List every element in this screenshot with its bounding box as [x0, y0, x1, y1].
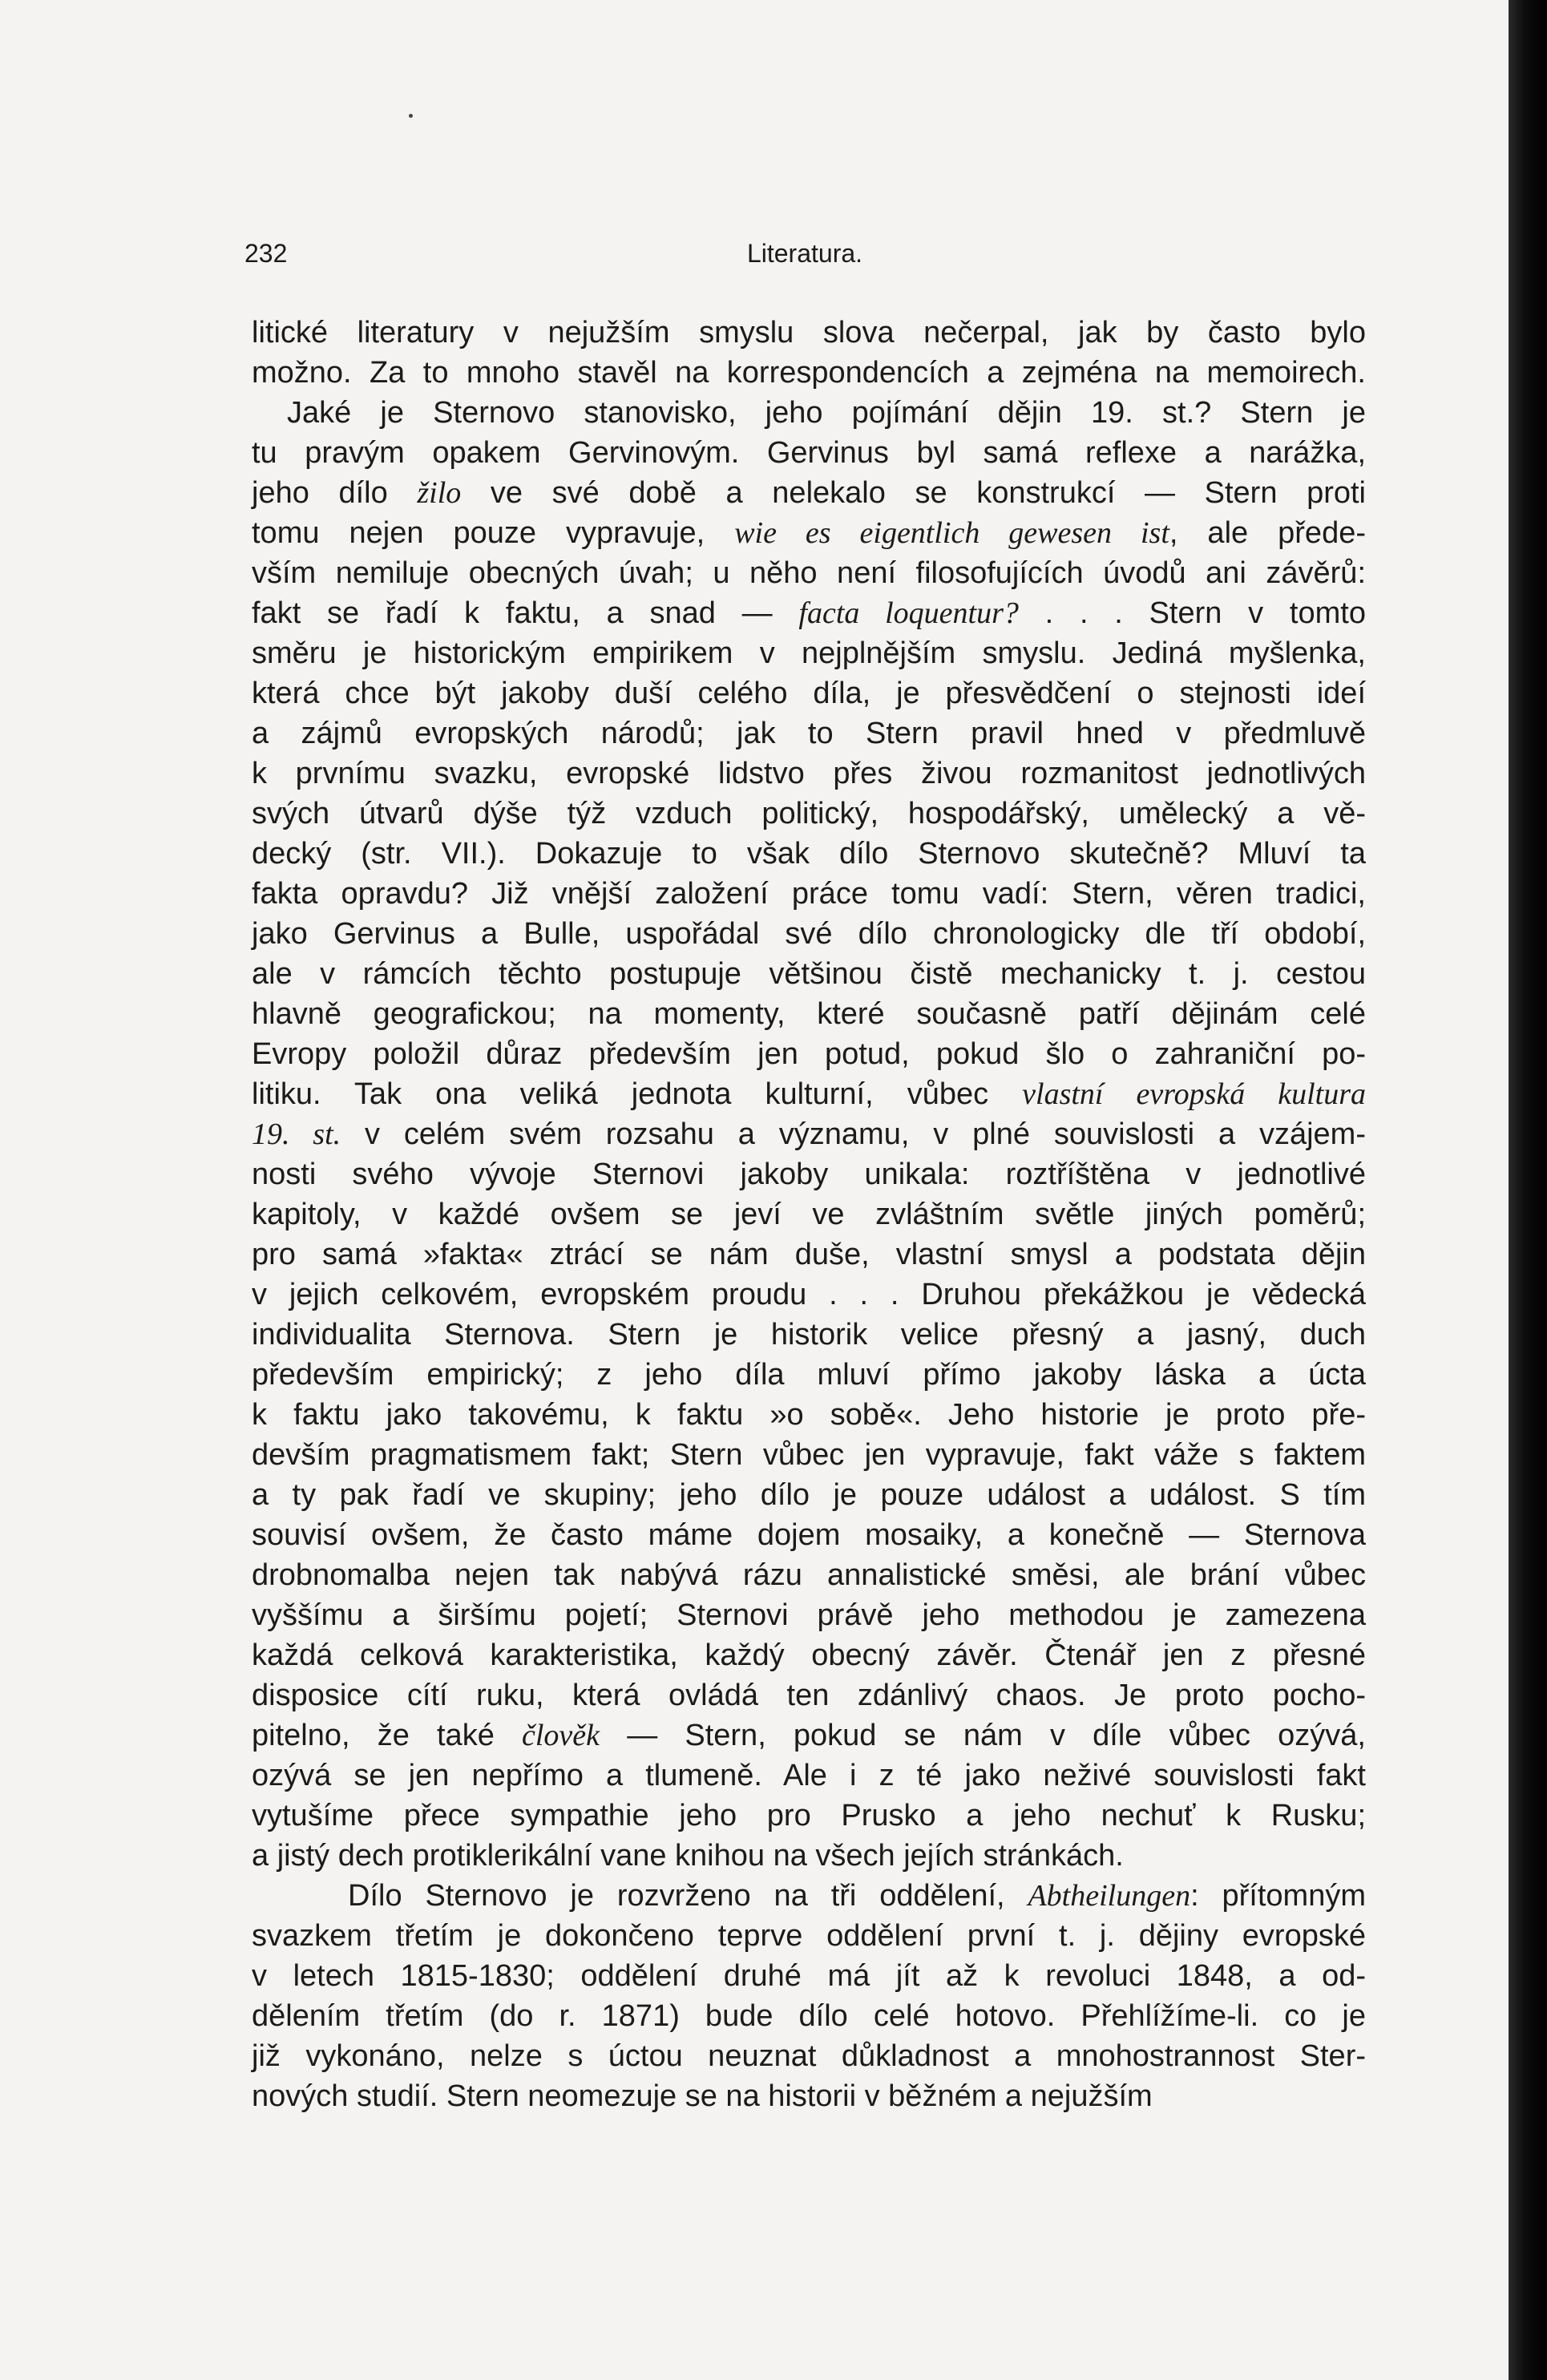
line-text: dělením třetím (do r. 1871) bude dílo celé hotovo. Přehlížíme-li. co je	[252, 1999, 1366, 2033]
line-text: fakta opravdu? Již vnější založení práce tomu vadí: Stern, věren tradici,	[252, 877, 1366, 911]
paragraph-1	[252, 313, 1366, 1876]
text-line	[252, 713, 1366, 754]
line-text: jako Gervinus a Bulle, uspořádal své dílo chronologicky dle tří období,	[252, 917, 1366, 951]
line-text: — Stern, pokud se nám v díle vůbec ozývá,	[600, 1719, 1366, 1752]
line-text: individualita Sternova. Stern je historik velice přesný a jasný, duch	[252, 1318, 1366, 1352]
line-text: možno. Za to mnoho stavěl na korrespondencích a zejména na memoirech.	[252, 356, 1366, 390]
text-line	[252, 1475, 1366, 1515]
text-line	[252, 553, 1366, 593]
line-text: tomu nejen pouze vypravuje,	[252, 516, 735, 550]
line-text: nových studií. Stern neomezuje se na historii v běžném a nejužším	[252, 2079, 1153, 2113]
text-line	[252, 994, 1366, 1034]
text-line	[252, 1355, 1366, 1395]
emphasized-text: 19. st.	[252, 1117, 341, 1151]
line-text: již vykonáno, nelze s úctou neuznat důkladnost a mnohostrannost Ster-	[252, 2039, 1366, 2073]
text-line	[252, 1595, 1366, 1635]
page-header	[244, 239, 1365, 287]
line-text: směru je historickým empirikem v nejplnějším smyslu. Jediná myšlenka,	[252, 636, 1366, 670]
text-line	[252, 1796, 1366, 1836]
emphasized-text: žilo	[417, 476, 462, 510]
text-line	[252, 513, 1366, 553]
line-text: a zájmů evropských národů; jak to Stern pravil hned v předmluvě	[252, 717, 1366, 750]
text-line	[252, 1515, 1366, 1555]
line-text: svých útvarů dýše týž vzduch politický, hospodářský, umělecký a vě-	[252, 797, 1366, 830]
text-line	[252, 1635, 1366, 1675]
text-line	[252, 433, 1366, 473]
text-line	[252, 1675, 1366, 1715]
line-text: disposice cítí ruku, která ovládá ten zdánlivý chaos. Je proto pocho-	[252, 1679, 1366, 1712]
text-line	[252, 1756, 1366, 1796]
line-text: decký (str. VII.). Dokazuje to však dílo Sternovo skutečně? Mluví ta	[252, 837, 1366, 871]
line-text: kapitoly, v každé ovšem se jeví ve zvláštním světle jiných poměrů;	[252, 1198, 1366, 1231]
text-line	[252, 834, 1366, 874]
line-text: k faktu jako takovému, k faktu »o sobě«. Jeho historie je proto pře-	[252, 1398, 1366, 1432]
emphasized-text: wie es eigentlich gewesen ist	[734, 516, 1169, 550]
emphasized-text: člověk	[522, 1719, 600, 1752]
text-line	[252, 393, 1366, 433]
line-text: litiku. Tak ona veliká jednota kulturní, vůbec	[252, 1077, 1023, 1111]
line-text: vytušíme přece sympathie jeho pro Prusko a jeho nechuť k Rusku;	[252, 1799, 1366, 1832]
text-line	[252, 954, 1366, 994]
line-text: fakt se řadí k faktu, a snad —	[252, 596, 799, 630]
text-line	[252, 633, 1366, 673]
text-line	[252, 673, 1366, 713]
line-text: a jistý dech protiklerikální vane knihou na všech jejích stránkách.	[252, 1839, 1124, 1873]
text-line	[252, 1916, 1366, 1956]
text-line	[252, 473, 1366, 513]
line-text: pitelno, že také	[252, 1719, 522, 1752]
text-line	[252, 353, 1366, 393]
text-line	[252, 1154, 1366, 1194]
text-line	[252, 1034, 1366, 1074]
line-text: hlavně geografickou; na momenty, které současně patří dějinám celé	[252, 997, 1366, 1031]
text-line	[252, 874, 1366, 914]
line-text: ozývá se jen nepřímo a tlumeně. Ale i z té jako neživé souvislosti fakt	[252, 1759, 1366, 1792]
scan-edge-shadow	[1509, 0, 1547, 2380]
emphasized-text: facta loquentur?	[798, 596, 1019, 630]
text-line	[252, 914, 1366, 954]
line-text: tu pravým opakem Gervinovým. Gervinus byl samá reflexe a narážka,	[252, 436, 1366, 470]
line-text: a ty pak řadí ve skupiny; jeho dílo je pouze událost a událost. S tím	[252, 1478, 1366, 1512]
text-line	[252, 1315, 1366, 1355]
text-line	[252, 593, 1366, 633]
line-text: Dílo Sternovo je rozvrženo na tři oddělení,	[348, 1879, 1028, 1913]
line-text: která chce být jakoby duší celého díla, je přesvědčení o stejnosti ideí	[252, 677, 1366, 710]
line-text: především empirický; z jeho díla mluví přímo jakoby láska a úcta	[252, 1358, 1366, 1392]
running-title: Literatura.	[746, 239, 863, 268]
line-text: : přítomným	[1190, 1879, 1366, 1913]
line-text: devším pragmatismem fakt; Stern vůbec jen vypravuje, fakt váže s faktem	[252, 1438, 1366, 1472]
line-text: ve své době a nelekalo se konstrukcí — Stern proti	[461, 476, 1366, 510]
text-line	[252, 1275, 1366, 1315]
line-text: každá celková karakteristika, každý obecný závěr. Čtenář jen z přesné	[252, 1639, 1366, 1672]
line-text: souvisí ovšem, že často máme dojem mosaiky, a konečně — Sternova	[252, 1518, 1366, 1552]
text-line	[252, 1435, 1366, 1475]
text-line	[252, 1956, 1366, 1996]
paragraph-2	[252, 1876, 1366, 2116]
body-text	[252, 313, 1366, 2116]
text-line	[252, 2076, 1366, 2116]
text-line	[252, 1194, 1366, 1234]
text-line	[252, 1234, 1366, 1275]
line-text: v letech 1815-1830; oddělení druhé má jít až k revoluci 1848, a od-	[252, 1959, 1366, 1993]
emphasized-text: Abtheilungen	[1028, 1879, 1191, 1913]
line-text: pro samá »fakta« ztrácí se nám duše, vlastní smysl a podstata dějin	[252, 1238, 1366, 1271]
line-text: jeho dílo	[252, 476, 418, 510]
line-text: litické literatury v nejužším smyslu slova nečerpal, jak by často bylo	[252, 316, 1366, 350]
emphasized-text: vlastní evropská kultura	[1022, 1077, 1366, 1111]
line-text: Evropy položil důraz především jen potud, pokud šlo o zahraniční po-	[252, 1037, 1366, 1071]
text-line	[252, 313, 1366, 353]
text-line	[252, 1876, 1366, 1916]
line-text: , ale přede-	[1169, 516, 1366, 550]
text-line	[252, 754, 1366, 794]
line-text: v jejich celkovém, evropském proudu . . . Druhou překážkou je vědecká	[252, 1278, 1366, 1311]
text-line	[252, 1074, 1366, 1114]
line-text: vyššímu a širšímu pojetí; Sternovi právě jeho methodou je zamezena	[252, 1598, 1366, 1632]
line-text: vším nemiluje obecných úvah; u něho není filosofujících úvodů ani závěrů:	[252, 556, 1366, 590]
text-line	[252, 2036, 1366, 2076]
line-text: svazkem třetím je dokončeno teprve oddělení první t. j. dějiny evropské	[252, 1919, 1366, 1953]
text-line	[252, 1836, 1366, 1876]
paper-speck	[409, 114, 413, 118]
line-text: v celém svém rozsahu a významu, v plné souvislosti a vzájem-	[341, 1117, 1366, 1151]
line-text: . . . Stern v tomto	[1018, 596, 1366, 630]
text-line	[252, 1996, 1366, 2036]
text-line	[252, 1395, 1366, 1435]
text-line	[252, 1555, 1366, 1595]
page-number: 232	[244, 239, 288, 268]
text-line	[252, 1114, 1366, 1154]
line-text: ale v rámcích těchto postupuje většinou čistě mechanicky t. j. cestou	[252, 957, 1366, 991]
line-text: Jaké je Sternovo stanovisko, jeho pojímání dějin 19. st.? Stern je	[287, 396, 1366, 430]
line-text: drobnomalba nejen tak nabývá rázu annalistické směsi, ale brání vůbec	[252, 1558, 1366, 1592]
line-text: nosti svého vývoje Sternovi jakoby unikala: roztříštěna v jednotlivé	[252, 1158, 1366, 1191]
line-text: k prvnímu svazku, evropské lidstvo přes živou rozmanitost jednotlivých	[252, 757, 1366, 790]
text-line	[252, 794, 1366, 834]
text-line	[252, 1715, 1366, 1756]
